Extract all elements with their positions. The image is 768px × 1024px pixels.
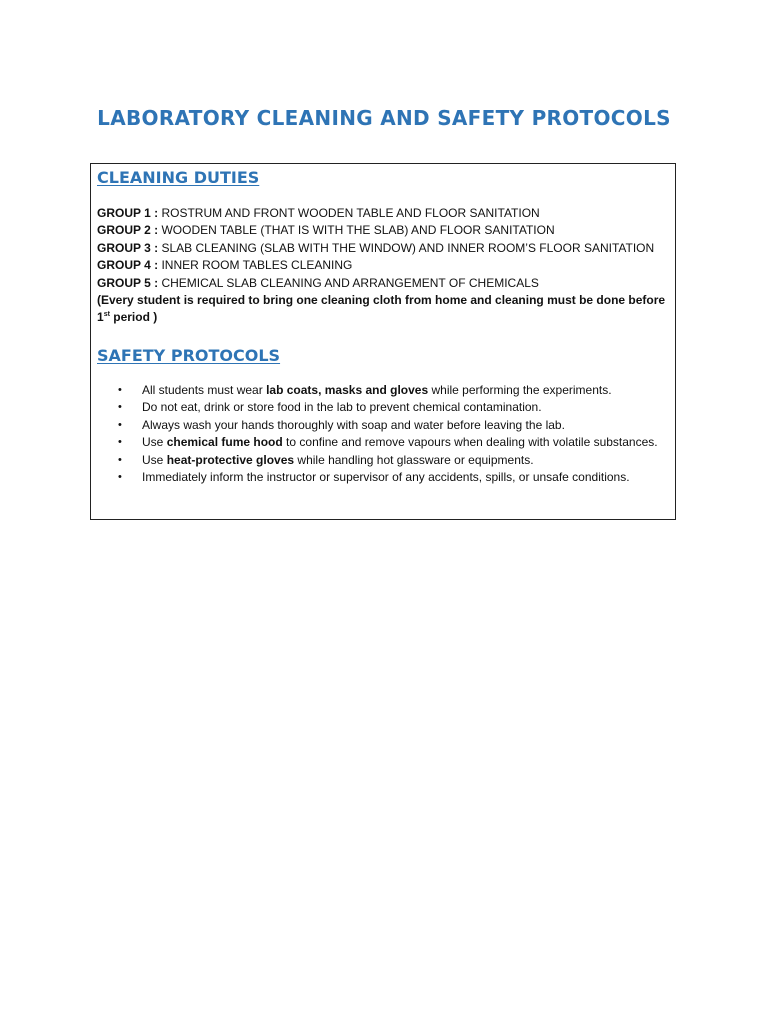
group-line-2 [97,222,673,239]
rule-text-end: while performing the experiments. [428,383,612,397]
list-item [97,452,671,469]
safety-rules-list [97,382,671,486]
bullet-icon: • [118,401,122,414]
page-title: LABORATORY CLEANING AND SAFETY PROTOCOLS [97,106,671,130]
group-label: GROUP 1 : [97,206,159,220]
rule-emphasis: chemical fume hood [166,435,283,450]
bullet-icon: • [118,471,122,484]
rule-text: Use [142,435,167,450]
cleaning-cloth-note [97,292,673,327]
rule-emphasis: lab coats, masks and gloves [266,383,429,397]
rule-text-end: while handling hot glassware or equipments. [294,452,534,467]
list-item [97,399,671,416]
rule-text: Use [142,452,167,467]
list-item [97,434,671,451]
group-line-3 [97,240,673,257]
group-label: GROUP 3 : [97,240,159,255]
group-label: GROUP 5 : [97,275,159,290]
group-duty: SLAB CLEANING (SLAB WITH THE WINDOW) AND INNER ROOM’S FLOOR SANITATION [158,240,655,255]
bullet-icon: • [118,453,122,466]
bullet-icon: • [118,436,122,449]
cleaning-groups [97,205,673,327]
note-text: (Every student is required to bring one cleaning cloth from home and cleaning must be done before 1 [97,293,666,325]
group-duty: INNER ROOM TABLES CLEANING [158,258,353,273]
protocols-box [90,163,676,520]
rule-text: All students must wear [142,383,267,397]
bullet-icon: • [118,384,122,396]
group-label: GROUP 2 : [97,223,159,238]
rule-emphasis: heat-protective gloves [166,452,295,467]
rule-text: Always wash your hands thoroughly with soap and water before leaving the lab. [142,417,565,432]
group-line-4 [97,257,673,274]
safety-protocols-heading: SAFETY PROTOCOLS [97,346,281,365]
cleaning-duties-heading: CLEANING DUTIES [97,168,260,187]
bullet-icon: • [118,418,122,431]
group-line-1 [97,205,673,222]
list-item [97,382,671,399]
group-duty: ROSTRUM AND FRONT WOODEN TABLE AND FLOOR SANITATION [158,206,540,220]
rule-text: Immediately inform the instructor or supervisor of any accidents, spills, or unsafe conditions. [142,470,630,485]
note-superscript: st [103,311,110,319]
list-item [97,417,671,434]
note-text-end: period ) [109,310,158,325]
group-label: GROUP 4 : [97,258,159,273]
group-duty: WOODEN TABLE (THAT IS WITH THE SLAB) AND FLOOR SANITATION [158,223,555,238]
list-item [97,469,671,486]
group-line-5 [97,275,673,292]
group-duty: CHEMICAL SLAB CLEANING AND ARRANGEMENT OF CHEMICALS [158,275,539,290]
rule-text-end: to confine and remove vapours when dealing with volatile substances. [282,435,658,450]
rule-text: Do not eat, drink or store food in the lab to prevent chemical contamination. [142,400,542,415]
